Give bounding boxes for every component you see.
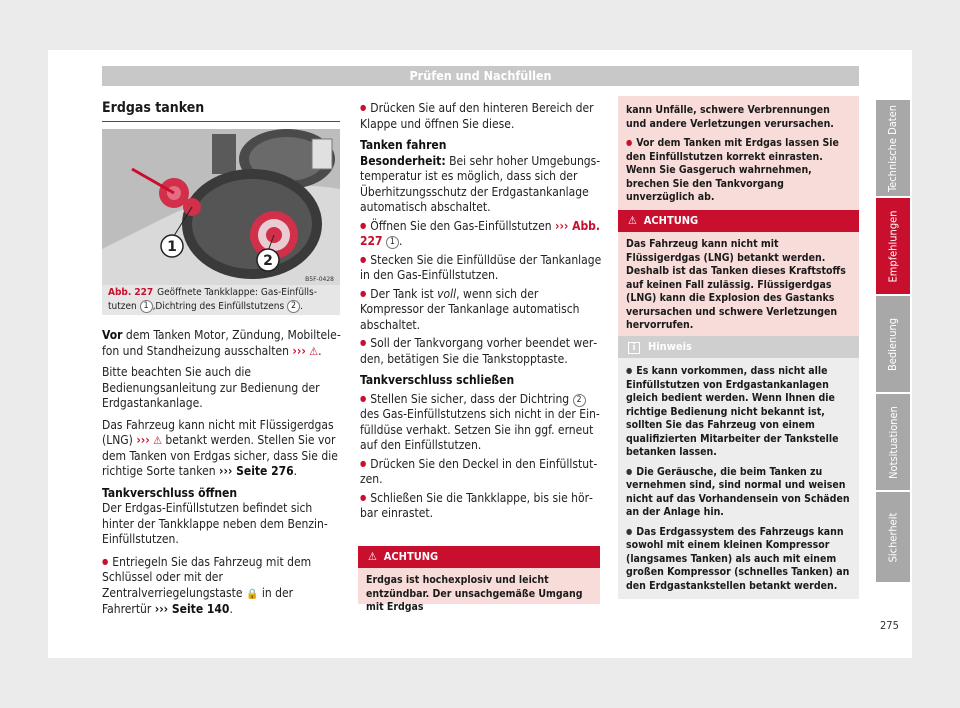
warning-box-2	[618, 210, 859, 339]
callout-ref-2: 2	[287, 300, 300, 313]
list-item: ● Es kann vorkommen, dass nicht alle Einfüllstutzen von Erdgastankanlagen gleich bedient werden. Wenn Ihnen die richtige Bedienung nicht bekannt ist, sollten Sie das Fahrzeug von einem qualifizierten Mitarbeiter der Tankstelle betanken lassen.	[626, 364, 851, 460]
page-link[interactable]: ››› Seite 276	[219, 464, 294, 478]
tab-technische-daten[interactable]	[876, 100, 910, 196]
warning-text: kann Unfälle, schwere Verbrennungen und andere Verletzungen verursachen.	[626, 104, 834, 130]
figure-number: Abb. 227	[108, 287, 154, 298]
text: des Gas-Einfüllstutzens sich nicht in der Einfülldüse verhakt. Setzen Sie ihn ggf. erneut auf den Einfüllstutzen.	[360, 407, 600, 452]
hint-body	[618, 358, 859, 599]
text: Entriegeln Sie das Fahrzeug mit dem Schlüssel oder mit der Zentralverriegelungstaste	[102, 554, 312, 600]
page-link[interactable]: ››› Seite 140	[154, 602, 230, 616]
subheading	[102, 486, 342, 502]
callout-ref-1: 1	[386, 236, 399, 249]
page-number: 275	[880, 619, 899, 632]
warning-icon: ⚠	[309, 344, 319, 358]
list-item: ● Das Erdgassystem des Fahrzeugs kann sowohl mit einem kleinen Kompressor (langsames Tanken) als auch mit einem großen Kompressor (schnelles Tanken) an den Erdgastankstellen betankt werden.	[626, 525, 851, 594]
paragraph: Der Erdgas-Einfüllstutzen befindet sich hinter der Tankklappe neben dem Benzin-Einfüllstutzen.	[102, 501, 328, 546]
text: .	[229, 602, 233, 616]
text: in der Fahrertür	[102, 585, 294, 616]
warning-title: ACHTUNG	[643, 214, 699, 227]
figure-caption	[108, 287, 338, 313]
tab-notsituationen[interactable]	[876, 394, 910, 490]
warning-body: Erdgas ist hochexplosiv und leicht entzündbar. Der unsachgemäße Umgang mit Erdgas	[358, 568, 600, 604]
subheading	[360, 138, 602, 154]
callout-1-label: 1	[167, 239, 177, 255]
text: Das Fahrzeug kann nicht mit Flüssigerdgas (LNG)	[102, 417, 334, 447]
list-item	[360, 286, 602, 334]
warning-icon: ⚠	[628, 214, 644, 227]
paragraph: Bitte beachten Sie auch die Bedienungsanleitung zur Bedienung der Erdgastankanlage.	[102, 365, 320, 410]
text: Stellen Sie sicher, dass der Dichtring	[370, 391, 573, 406]
title-divider	[102, 121, 340, 122]
text: .	[293, 464, 298, 478]
callout-2-label: 2	[263, 253, 273, 269]
warning-box-1	[358, 546, 600, 613]
list-item	[102, 554, 342, 618]
chapter-header: Prüfen und Nachfüllen	[102, 66, 859, 86]
caption-text: Geöffnete Tankklappe: Gas-Einfüllstutzen	[108, 287, 317, 312]
list-item: ● Vor dem Tanken mit Erdgas lassen Sie den Einfüllstutzen korrekt einrasten. Wenn Sie Gasgeruch wahrnehmen, brechen Sie den Tankvorgang unverzüglich ab.	[626, 136, 851, 205]
list-item	[360, 218, 602, 250]
list-item: ● Drücken Sie den Deckel in den Einfüllstutzen.	[360, 456, 602, 488]
hint-header	[618, 336, 859, 358]
list-item: ● Soll der Tankvorgang vorher beendet werden, betätigen Sie die Tankstopptaste.	[360, 335, 602, 367]
tab-label: Empfehlungen	[886, 210, 900, 282]
text: Bei sehr hoher Umgebungstemperatur ist es möglich, dass sich der Überhitzungsschutz der Erdgastankanlage automatisch abschaltet.	[360, 153, 601, 214]
callout-ref-2: 2	[573, 394, 586, 407]
info-icon: i	[628, 342, 640, 354]
tab-label: Bedienung	[886, 317, 900, 371]
subheading-text: Tanken fahren	[360, 138, 447, 152]
lead-word: Vor	[102, 328, 123, 342]
list-item: ● Stecken Sie die Einfülldüse der Tankanlage in den Gas-Einfüllstutzen.	[360, 252, 602, 284]
warning-body: Das Fahrzeug kann nicht mit Flüssigerdgas (LNG) betankt werden. Deshalb ist das Tanken dieses Kraftstoffs auf keinen Fall zulässig. Flüssigerdgas (LNG) kann die Explosion des Gastanks verursachen und schwere Verletzungen hervorrufen.	[618, 232, 859, 339]
emphasis: voll	[437, 286, 457, 301]
column-1	[102, 328, 342, 624]
subheading-text: Tankverschluss schließen	[360, 373, 515, 387]
figure-code: B5F-0428	[305, 276, 334, 283]
text: dem Tanken Motor, Zündung, Mobiltelefon und Standheizung ausschalten	[102, 328, 341, 358]
section-title: Erdgas tanken	[102, 100, 205, 116]
caption-text: .	[300, 300, 303, 312]
tab-label: Sicherheit	[886, 512, 900, 562]
warning-body	[618, 96, 859, 211]
warning-box-continued	[618, 96, 859, 211]
list-item	[360, 391, 602, 454]
warning-title: ACHTUNG	[383, 550, 439, 563]
paragraph: Vor dem Tanken Motor, Zündung, Mobiltelefon und Standheizung ausschalten ››› ⚠.	[102, 328, 341, 358]
text: Der Tank ist	[370, 286, 438, 301]
warning-icon: ⚠	[153, 434, 162, 447]
warning-header	[358, 546, 600, 568]
figure-link[interactable]: ››› Abb. 227	[360, 218, 601, 248]
text: betankt werden. Stellen Sie vor dem Tanken von Erdgas sicher, dass Sie die richtige Sorte tanken	[102, 433, 338, 478]
warning-header	[618, 210, 859, 232]
text: Öffnen Sie den Gas-Einfüllstutzen	[370, 218, 555, 233]
lock-icon: 🔒	[245, 588, 259, 600]
hint-title: Hinweis	[648, 340, 692, 353]
callout-ref-1: 1	[140, 300, 153, 313]
subheading-text: Tankverschluss öffnen	[102, 485, 238, 500]
text: .	[398, 234, 403, 248]
subheading	[360, 373, 602, 389]
tab-bedienung[interactable]	[876, 296, 910, 392]
text: , wenn sich der Kompressor der Tankanlage automatisch abschaltet.	[360, 286, 580, 332]
list-item: ● Die Geräusche, die beim Tanken zu vernehmen sind, sind normal und weisen nicht auf das Vorhandensein von Schäden an der Anlage hin.	[626, 465, 851, 520]
warning-icon: ⚠	[368, 550, 384, 563]
ref-arrow[interactable]: ›››	[136, 433, 150, 447]
paragraph	[102, 418, 342, 480]
tab-label: Notsituationen	[886, 405, 900, 479]
ref-arrow[interactable]: ›››	[292, 343, 306, 358]
tab-label: Technische Daten	[886, 104, 900, 192]
label: Besonderheit:	[360, 153, 446, 168]
caption-text: ,Dichtring des Einfüllstutzens	[152, 300, 288, 312]
tab-empfehlungen[interactable]	[876, 198, 910, 294]
paragraph	[360, 154, 602, 216]
hint-box	[618, 336, 859, 599]
column-2	[360, 100, 602, 528]
list-item: ● Schließen Sie die Tankklappe, bis sie hörbar einrastet.	[360, 490, 602, 522]
tab-sicherheit[interactable]	[876, 492, 910, 582]
list-item: ● Drücken Sie auf den hinteren Bereich der Klappe und öffnen Sie diese.	[360, 100, 602, 132]
